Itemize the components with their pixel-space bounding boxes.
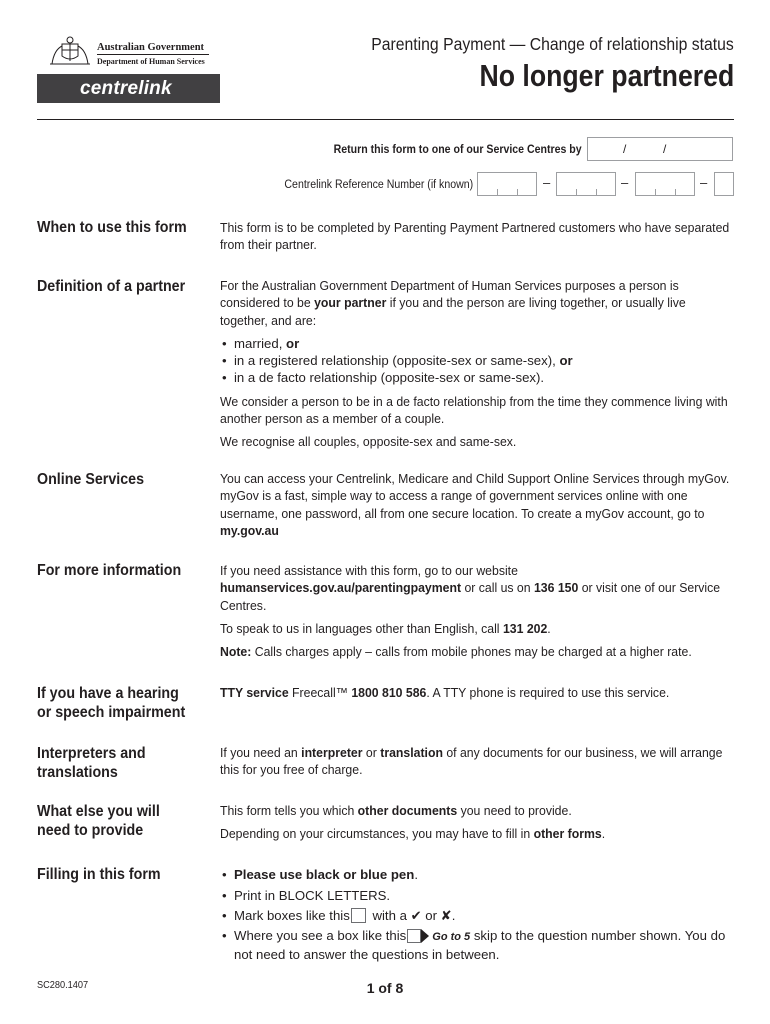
list-item: • Where you see a box like this Go to 5 skip to the question number shown. You do not need to answer the questions in between. — [220, 927, 735, 964]
what-else-documents: This form tells you which other documents you need to provide. — [220, 803, 572, 818]
section-heading-more-info: For more information — [37, 562, 182, 579]
section-body-online — [220, 470, 735, 545]
date-separator: / — [663, 142, 667, 156]
more-info-note: Note: Calls charges apply – calls from mobile phones may be charged at a higher rate. — [220, 644, 692, 660]
section-body-interpreters — [220, 744, 735, 785]
page-number: 1 of 8 — [366, 980, 404, 996]
section-heading-online: Online Services — [37, 471, 145, 488]
return-date-label: Return this form to one of our Service Centres by — [333, 144, 582, 156]
goto-arrow-icon — [421, 929, 429, 943]
list-item: • Mark boxes like this with a ✔ or ✘. — [220, 906, 735, 927]
section-body-hearing — [220, 684, 735, 707]
website-link[interactable]: humanservices.gov.au/parentingpayment — [220, 580, 462, 596]
mygov-link[interactable]: my.gov.au — [220, 522, 279, 538]
reference-separator: – — [543, 175, 551, 190]
reference-separator: – — [621, 175, 629, 190]
reference-number-field-2[interactable] — [556, 172, 616, 196]
section-body-filling — [220, 865, 735, 964]
section-heading-definition: Definition of a partner — [37, 278, 186, 295]
reference-separator: – — [700, 175, 708, 190]
section-heading-interpreters: Interpreters and translations — [37, 745, 146, 781]
reference-number-field-1[interactable] — [477, 172, 537, 196]
header-divider — [37, 119, 734, 120]
date-separator: / — [623, 142, 627, 156]
return-date-field[interactable] — [587, 137, 733, 161]
form-code: SC280.1407 — [37, 980, 89, 991]
goto-example-text: Go to 5 — [432, 930, 471, 943]
definition-bullets — [220, 335, 735, 387]
list-item: • in a de facto relationship (opposite-sex or same-sex). — [220, 369, 735, 386]
definition-intro: For the Australian Government Department of Human Services purposes a person is considered to be your partner if you and the person are living together, or usually live together, and are: — [220, 278, 686, 328]
interpreters-text: If you need an interpreter or translation of any documents for our business, we will arrange this for you free of charge. — [220, 745, 723, 778]
form-title: No longer partnered — [479, 58, 734, 93]
section-heading-when: When to use this form — [37, 219, 187, 236]
filling-bullets — [220, 865, 735, 964]
when-text: This form is to be completed by Parenting Payment Partnered customers who have separated from their partner. — [220, 220, 730, 253]
definition-de-facto: We consider a person to be in a de facto relationship from the time they commence living with another person as a member of a couple. — [220, 393, 728, 427]
list-item: • in a registered relationship (opposite-sex or same-sex), or — [220, 352, 735, 369]
online-text: You can access your Centrelink, Medicare and Child Support Online Services through myGov. myGov is a fast, simple way to access a range of government services online with one username, one password, all from one secure location. To create a myGov account, go to my.gov.au — [220, 471, 730, 538]
list-item: • Please use black or blue pen. — [220, 865, 735, 886]
what-else-forms: Depending on your circumstances, you may have to fill in other forms. — [220, 826, 606, 842]
section-body-when — [220, 219, 735, 260]
form-subtitle: Parenting Payment — Change of relationship status — [371, 34, 734, 54]
section-body-more-info — [220, 562, 735, 666]
section-body-what-else — [220, 802, 735, 849]
reference-number-field-3[interactable] — [635, 172, 695, 196]
goto-box-example-icon — [407, 929, 421, 943]
list-item: • married, or — [220, 335, 735, 352]
reference-number-field-4[interactable] — [714, 172, 734, 196]
government-name: Australian Government — [97, 42, 205, 53]
reference-number-label: Centrelink Reference Number (if known) — [284, 179, 473, 191]
section-heading-hearing: If you have a hearing or speech impairment — [37, 685, 186, 721]
coat-of-arms-icon — [48, 36, 92, 66]
tty-text: TTY service Freecall™ 1800 810 586. A TTY phone is required to use this service. — [220, 685, 670, 700]
section-heading-filling: Filling in this form — [37, 866, 161, 883]
centrelink-logo: centrelink — [37, 74, 220, 103]
more-info-website: If you need assistance with this form, go to our website humanservices.gov.au/parentingpayment or call us on 136 150 or visit one of our Service Centres. — [220, 563, 721, 613]
checkbox-example-icon — [351, 908, 366, 923]
definition-recognise: We recognise all couples, opposite-sex and same-sex. — [220, 434, 517, 450]
logo-divider — [97, 54, 209, 55]
more-info-languages: To speak to us in languages other than English, call 131 202. — [220, 620, 551, 636]
department-name: Department of Human Services — [97, 57, 205, 66]
section-heading-what-else: What else you will need to provide — [37, 803, 160, 839]
list-item: • Print in BLOCK LETTERS. — [220, 886, 735, 907]
section-body-definition — [220, 277, 735, 457]
